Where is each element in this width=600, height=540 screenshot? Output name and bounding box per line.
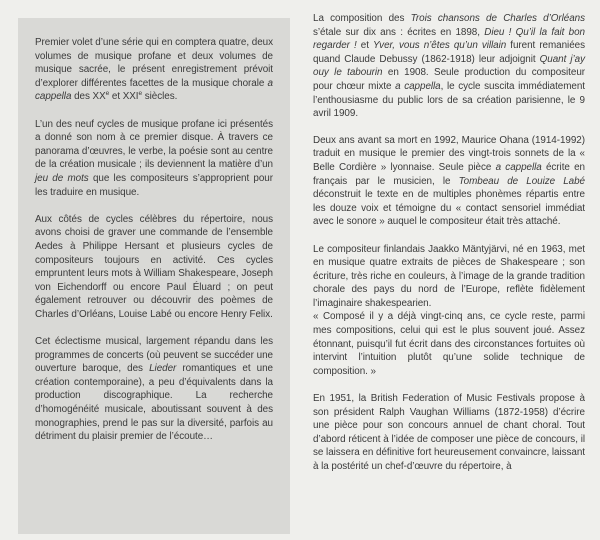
mantyjarvi-quote: « Composé il y a déjà vingt-cinq ans, ce cycle reste, parmi mes compositions, celui qui est le plus souvent joué. Assez étonnant, puisqu’il fut écrit dans des circonstances fortuites où intervint l’intuition plutôt qu’une solide technique de composition. » <box>313 311 585 377</box>
introduction-box <box>18 18 290 534</box>
debussy-paragraph: La composition des Trois chansons de Charles d’Orléans s’étale sur dix ans : écrites en 1898, Dieu ! Qu’il la fait bon regarder ! et Yver, vous n’êtes qu’un villain furent remaniées quand Claude Debussy (1862-1918) leur adjoignit Quant j’ay ouy le tabourin en 1908. Seule production du compositeur pour chœur mixte a cappella, le cycle suscita immédiatement l’enthousiasme du public lors de sa création parisienne, le 9 avril 1909. <box>313 13 585 120</box>
intro-paragraph-4: Cet éclectisme musical, largement répandu dans les programmes de concerts (où peuvent se succéder une ouverture baroque, des Lieder romantiques et une création contemporaine), a peu d’équivalents dans la production discographique. La recherche d’homogénéité musicale, aboutissant souvent à des monographies, prend le pas sur la diversité, parfois au détriment du plaisir premier de l’écoute… <box>35 336 273 443</box>
intro-paragraph-3: Aux côtés de cycles célèbres du répertoire, nous avons choisi de graver une commande de l’ensemble Aedes à Philippe Hersant et plusieurs cycles de compositeurs toujours en activité. Ces cycles empruntent leurs mots à William Shakespeare, Joseph von Eichendorff ou encore Paul Éluard ; on peut également retrouver ou découvrir des poèmes de Charles d’Orléans, Louise Labé ou encore Henry Felix. <box>35 213 273 320</box>
intro-paragraph-1: Premier volet d’une série qui en comptera quatre, deux volumes de musique profane et deux volumes de musique sacrée, le présent enregistrement prévoit d’explorer différentes facettes de la musique chorale a cappella des XXe et XXIe siècles. <box>35 37 273 103</box>
notes-column <box>313 12 585 487</box>
vaughan-williams-paragraph: En 1951, la British Federation of Music Festivals propose à son président Ralph Vaughan Williams (1872-1958) d’écrire une pièce pour son concours annuel de chant choral. Tout d’abord réticent à l’idée de composer une pièce de concours, il se laissera en définitive fort heureusement convaincre, laissant à la postérité un chef-d’œuvre du répertoire, à <box>313 393 585 472</box>
ohana-paragraph: Deux ans avant sa mort en 1992, Maurice Ohana (1914-1992) traduit en musique le premier des vingt-trois sonnets de la « Belle Cordière » lyonnaise. Seule pièce a cappella écrite en français par le musicien, le Tombeau de Louize Labé déconstruit le texte en de multiples phonèmes répartis entre les douze voix et témoigne du « contact sensoriel immédiat avec le sonore » auquel le compositeur était très attaché. <box>313 134 585 228</box>
intro-paragraph-2: L’un des neuf cycles de musique profane ici présentés a donné son nom à ce premier disque. À travers ce panorama d’œuvres, le verbe, la poésie sont au centre de la création musicale ; ils deviennent la matière d’un jeu de mots que les compositeurs s’approprient pour les traduire en musique. <box>35 118 273 198</box>
mantyjarvi-paragraph: Le compositeur finlandais Jaakko Mäntyjärvi, né en 1963, met en musique quatre extraits de pièces de Shakespeare ; son écriture, très riche en couleurs, à l’image de la grande tradition chorale des pays du nord de l’Europe, reflète fidèlement l’imaginaire shakespearien. <box>313 243 585 309</box>
